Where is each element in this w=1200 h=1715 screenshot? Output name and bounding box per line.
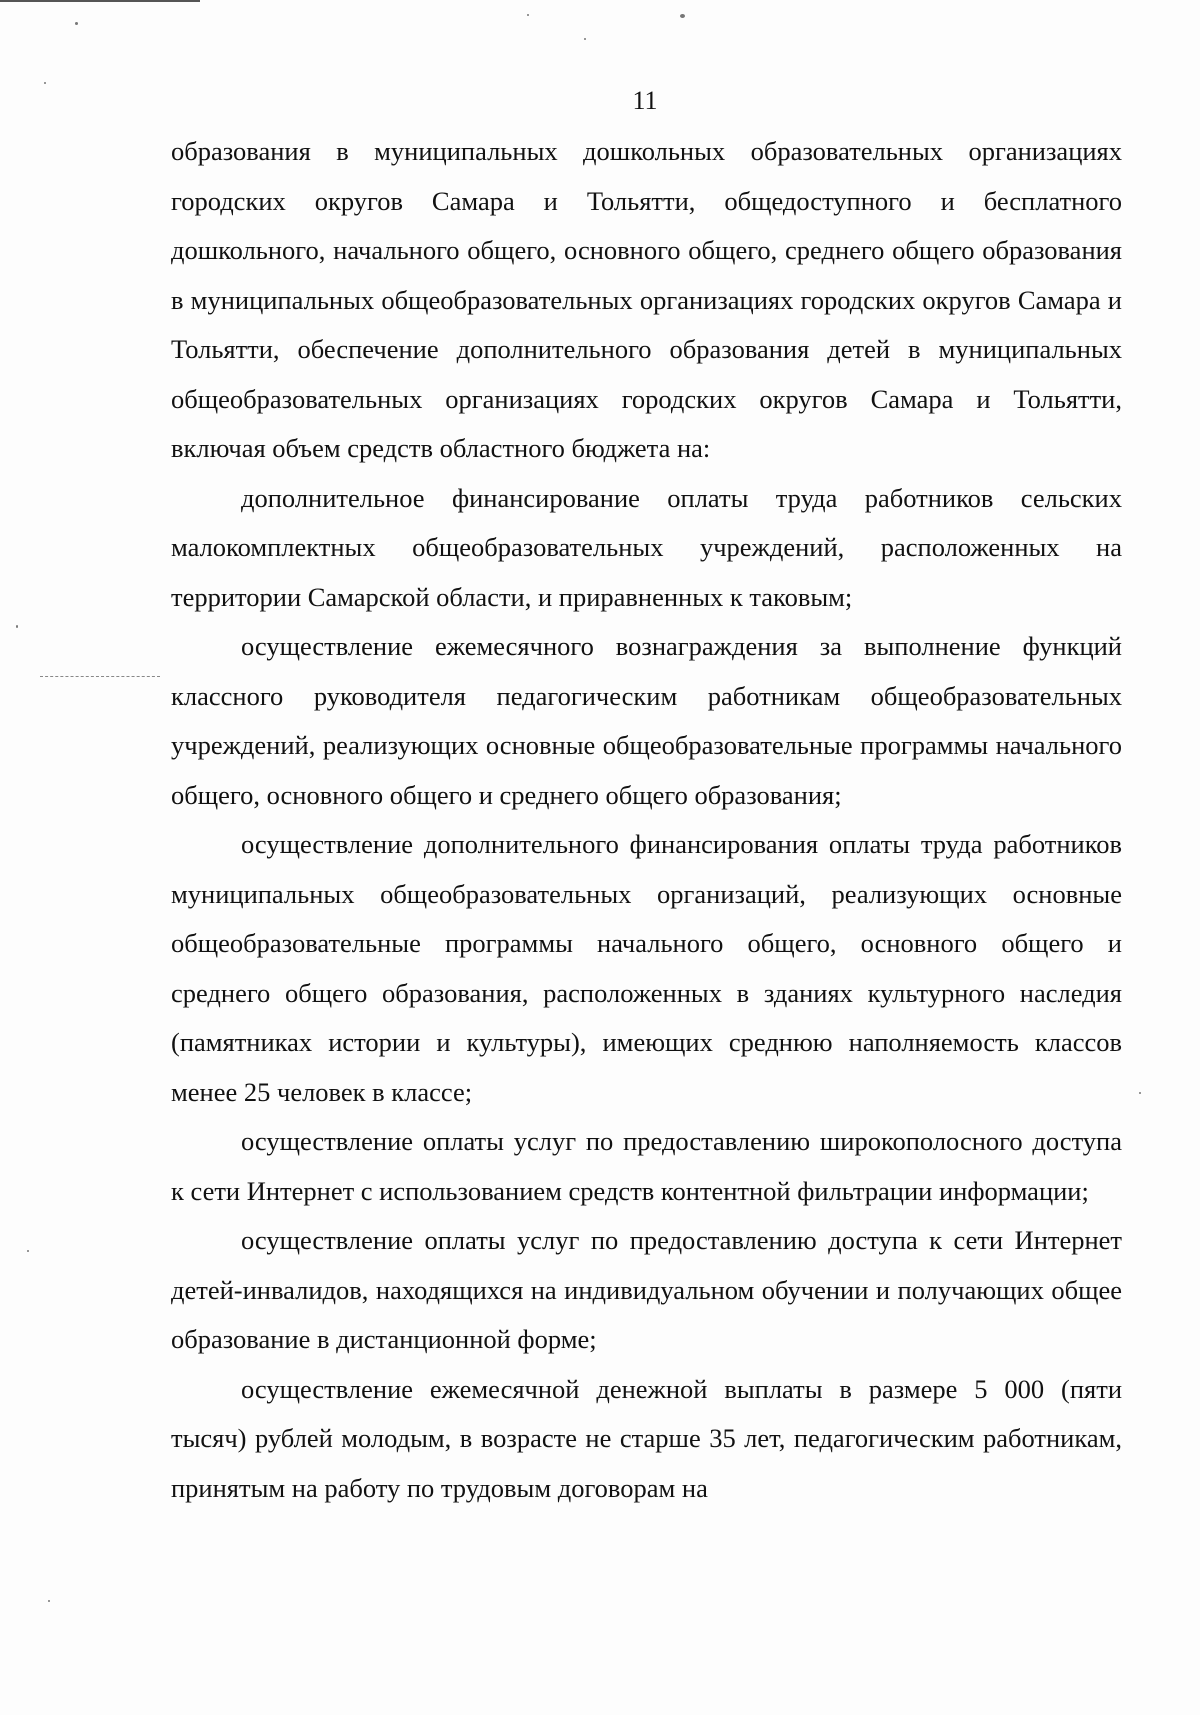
paragraph-list-item: осуществление оплаты услуг по предоставлению широкополосного доступа к сети Интернет с использованием средств контентной фильтрации информации; <box>171 1126 1122 1206</box>
paragraph-intro: образования в муниципальных дошкольных образовательных организациях городских округов Самара и Тольятти, общедоступного и бесплатного дошкольного, начального общего, основного общего, среднего общего образования в муниципальных общеобразовательных организациях городских округов Самара и Тольятти, обеспечение дополнительного образования детей в муниципальных общеобразовательных организациях городских округов Самара и Тольятти, включая объем средств областного бюджета на: <box>171 136 1122 463</box>
page-number: 11 <box>632 86 658 115</box>
scan-speck <box>16 625 18 628</box>
scan-margin-mark <box>40 676 160 677</box>
scan-speck <box>680 14 685 18</box>
scan-speck <box>584 38 586 40</box>
paragraph-list-item: осуществление дополнительного финансирования оплаты труда работников муниципальных общеобразовательных организаций, реализующих основные общеобразовательные программы начального общего, основного общего и среднего общего образования, расположенных в зданиях культурного наследия (памятниках истории и культуры), имеющих среднюю наполняемость классов менее 25 человек в классе; <box>171 829 1122 1107</box>
paragraph-list-item: осуществление ежемесячной денежной выплаты в размере 5 000 (пяти тысяч) рублей молодым, в возрасте не старше 35 лет, педагогическим работникам, принятым на работу по трудовым договорам на <box>171 1373 1122 1503</box>
scan-speck <box>1139 1092 1141 1094</box>
scan-speck <box>527 14 529 16</box>
paragraph-list-item: осуществление ежемесячного вознаграждения за выполнение функций классного руководителя педагогическим работникам общеобразовательных учреждений, реализующих основные общеобразовательные программы начального общего, основного общего и среднего общего образования; <box>171 631 1122 810</box>
scan-speck <box>27 1250 29 1252</box>
scan-speck <box>75 22 78 25</box>
scan-edge-rule <box>0 0 200 2</box>
scan-speck <box>44 82 46 84</box>
scan-speck <box>48 1600 50 1602</box>
paragraph-list-item: дополнительное финансирование оплаты труда работников сельских малокомплектных общеобразовательных учреждений, расположенных на территории Самарской области, и приравненных к таковым; <box>171 482 1122 612</box>
body-text <box>171 127 1122 1513</box>
paragraph-list-item: осуществление оплаты услуг по предоставлению доступа к сети Интернет детей-инвалидов, находящихся на индивидуальном обучении и получающих общее образование в дистанционной форме; <box>171 1225 1122 1354</box>
